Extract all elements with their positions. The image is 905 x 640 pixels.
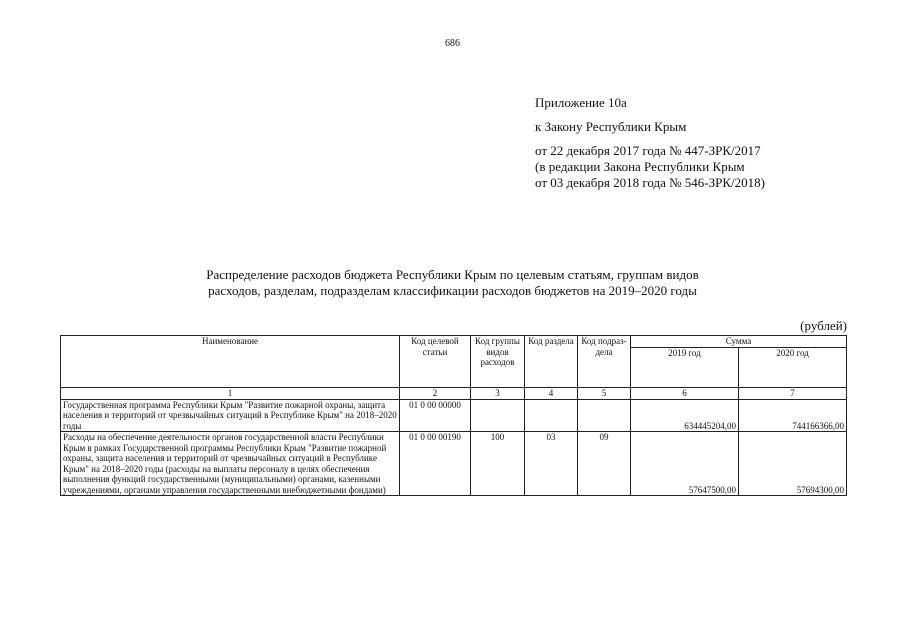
header-group-code: Код группы видов расходов [471,336,525,388]
row-target-code: 01 0 00 00000 [400,399,471,432]
row-name: Расходы на обеспечение деятельности органов государственной власти Республики Крым в рамках Государственной программы Республики Крым "Развитие пожарной охраны, защита населения и территорий от чрезвычайных ситуаций в Республике Крым" на 2018–2020 годы (расходы на выплаты персоналу в целях обеспечения выполнения функций государственными (муниципальными) органами, казенными учреждениями, органами управления государственными внебюджетными фондами) [61,432,400,496]
row-target-code: 01 0 00 00190 [400,432,471,496]
column-number: 1 [61,388,400,400]
appendix-edition-date: от 03 декабря 2018 года № 546-ЗРК/2018) [535,175,765,190]
column-number: 5 [578,388,631,400]
header-target-code: Код целевой статьи [400,336,471,388]
table-row [61,432,847,496]
column-number: 2 [400,388,471,400]
row-section-code [525,399,578,432]
column-number: 4 [525,388,578,400]
row-group-code: 100 [471,432,525,496]
title-line-2: расходов, разделам, подразделам классификации расходов бюджетов на 2019–2020 годы [208,283,697,298]
column-number: 7 [739,388,847,400]
title-line-1: Распределение расходов бюджета Республики Крым по целевым статьям, группам видов [206,267,699,282]
row-sum-2019: 634445204,00 [631,399,739,432]
row-sum-2020: 57694300,00 [739,432,847,496]
appendix-edition: (в редакции Закона Республики Крым [535,159,745,174]
header-name: Наименование [61,336,400,388]
column-number: 3 [471,388,525,400]
row-sum-2020: 744166366,00 [739,399,847,432]
row-name: Государственная программа Республики Крым "Развитие пожарной охраны, защита населения и территорий от чрезвычайных ситуаций в Республике Крым" на 2018–2020 годы [61,399,400,432]
appendix-title: Приложение 10а [535,95,627,110]
header-2019: 2019 год [631,348,739,388]
header-2020: 2020 год [739,348,847,388]
page-number: 686 [445,38,460,49]
budget-table [60,335,847,496]
appendix-block [535,95,765,191]
unit-label: (рублей) [800,318,847,333]
row-subsection-code: 09 [578,432,631,496]
row-group-code [471,399,525,432]
table-row [61,399,847,432]
row-section-code: 03 [525,432,578,496]
document-title [60,267,845,299]
header-subsection-code: Код подраз-дела [578,336,631,388]
header-sum: Сумма [631,336,847,348]
row-subsection-code [578,399,631,432]
row-sum-2019: 57647500,00 [631,432,739,496]
appendix-date: от 22 декабря 2017 года № 447-ЗРК/2017 [535,143,761,158]
appendix-law: к Закону Республики Крым [535,119,687,134]
header-section-code: Код раздела [525,336,578,388]
column-number: 6 [631,388,739,400]
